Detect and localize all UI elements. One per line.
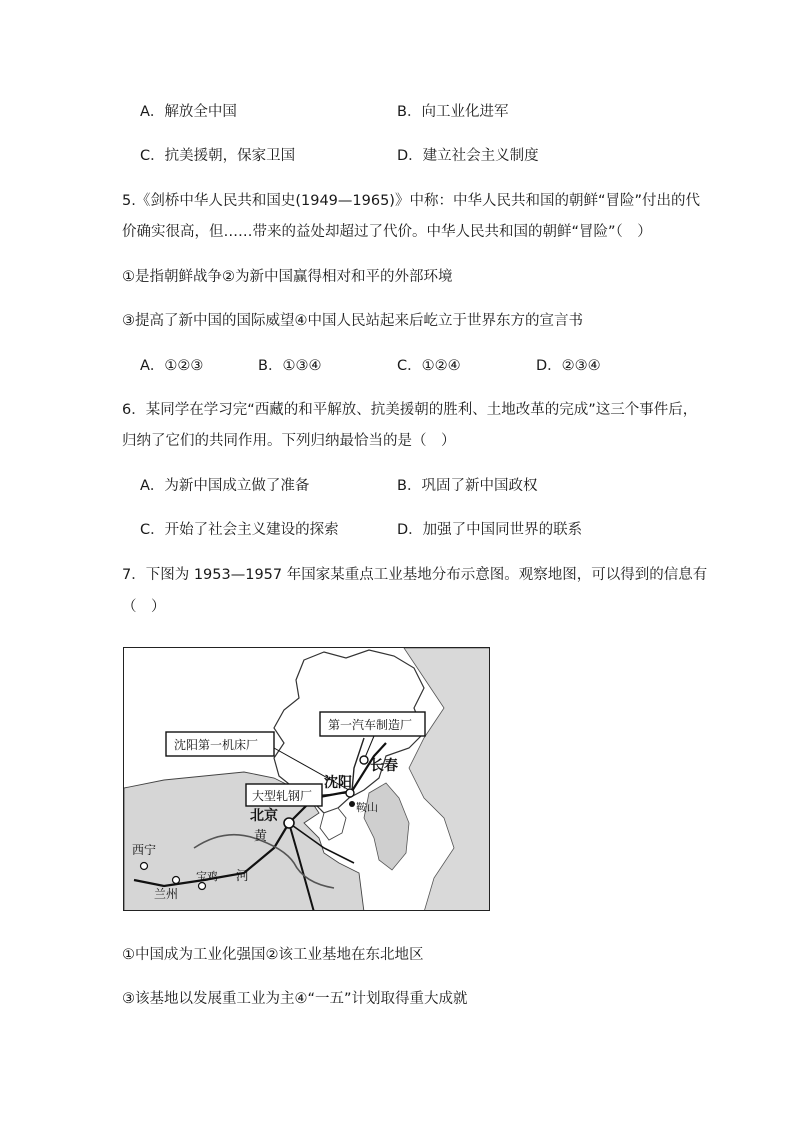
q5-stem-line1: 5.《剑桥中华人民共和国史(1949—1965)》中称：中华人民共和国的朝鲜“冒险”付出的代 (122, 193, 700, 209)
map-marker-baoji (199, 883, 206, 890)
q6-stem-line1: 6．某同学在学习完“西藏的和平解放、抗美援朝的胜利、土地改革的完成”这三个事件后， (122, 402, 698, 418)
map-city-xining: 西宁 (132, 843, 157, 857)
q5-option-b: B．①③④ (258, 358, 322, 374)
q6-option-c: C．开始了社会主义建设的探索 (140, 522, 339, 538)
map-marker-anshan (349, 801, 355, 807)
q7-item-1: ①中国成为工业化强国②该工业基地在东北地区 (122, 947, 424, 963)
q5-option-d: D．②③④ (536, 358, 601, 374)
map-city-lanzhou: 兰州 (154, 887, 179, 901)
map-river-label-he: 河 (236, 869, 250, 884)
map-river-label-huang: 黄 (254, 829, 268, 844)
map-city-anshan: 鞍山 (356, 801, 378, 814)
map-bohai-sea (320, 808, 346, 840)
q5-stem-line2: 价确实很高，但……带来的益处却超过了代价。中华人民共和国的朝鲜“冒险”（ ） (122, 224, 652, 240)
q5-item-2: ③提高了新中国的国际威望④中国人民站起来后屹立于世界东方的宣言书 (122, 313, 583, 329)
q4-option-a: A．解放全中国 (140, 104, 237, 120)
map-label-auto: 第一汽车制造厂 (328, 718, 413, 732)
map-marker-xining (141, 863, 148, 870)
map-city-shenyang: 沈阳 (324, 775, 352, 791)
q5-item-1: ①是指朝鲜战争②为新中国赢得相对和平的外部环境 (122, 269, 453, 285)
q6-stem-line2: 归纳了它们的共同作用。下列归纳最恰当的是（ ） (122, 433, 456, 449)
q6-option-a: A．为新中国成立做了准备 (140, 478, 310, 494)
map-label-machine: 沈阳第一机床厂 (174, 738, 259, 752)
q7-item-2: ③该基地以发展重工业为主④“一五”计划取得重大成就 (122, 991, 468, 1007)
map-city-beijing: 北京 (250, 808, 278, 824)
map-marker-lanzhou (173, 877, 180, 884)
q4-option-c: C．抗美援朝，保家卫国 (140, 148, 296, 164)
industrial-base-map (123, 647, 490, 911)
q4-option-d: D．建立社会主义制度 (397, 148, 539, 164)
q6-option-b: B．巩固了新中国政权 (397, 478, 538, 494)
map-city-changchun: 长春 (370, 758, 398, 774)
map-korea (364, 783, 409, 870)
q5-option-c: C．①②④ (397, 358, 461, 374)
map-marker-beijing (284, 818, 294, 828)
q6-option-d: D．加强了中国同世界的联系 (397, 522, 583, 538)
q7-stem-line1: 7．下图为 1953—1957 年国家某重点工业基地分布示意图。观察地图，可以得到的信息有 (122, 567, 708, 583)
map-label-steel: 大型轧钢厂 (252, 789, 313, 803)
q7-stem-line2: （ ） (122, 599, 166, 615)
map-city-baoji: 宝鸡 (196, 870, 218, 883)
q4-option-b: B．向工业化进军 (397, 104, 509, 120)
map-marker-changchun (360, 756, 368, 764)
map-drawing (124, 648, 490, 911)
q5-option-a: A．①②③ (140, 358, 204, 374)
